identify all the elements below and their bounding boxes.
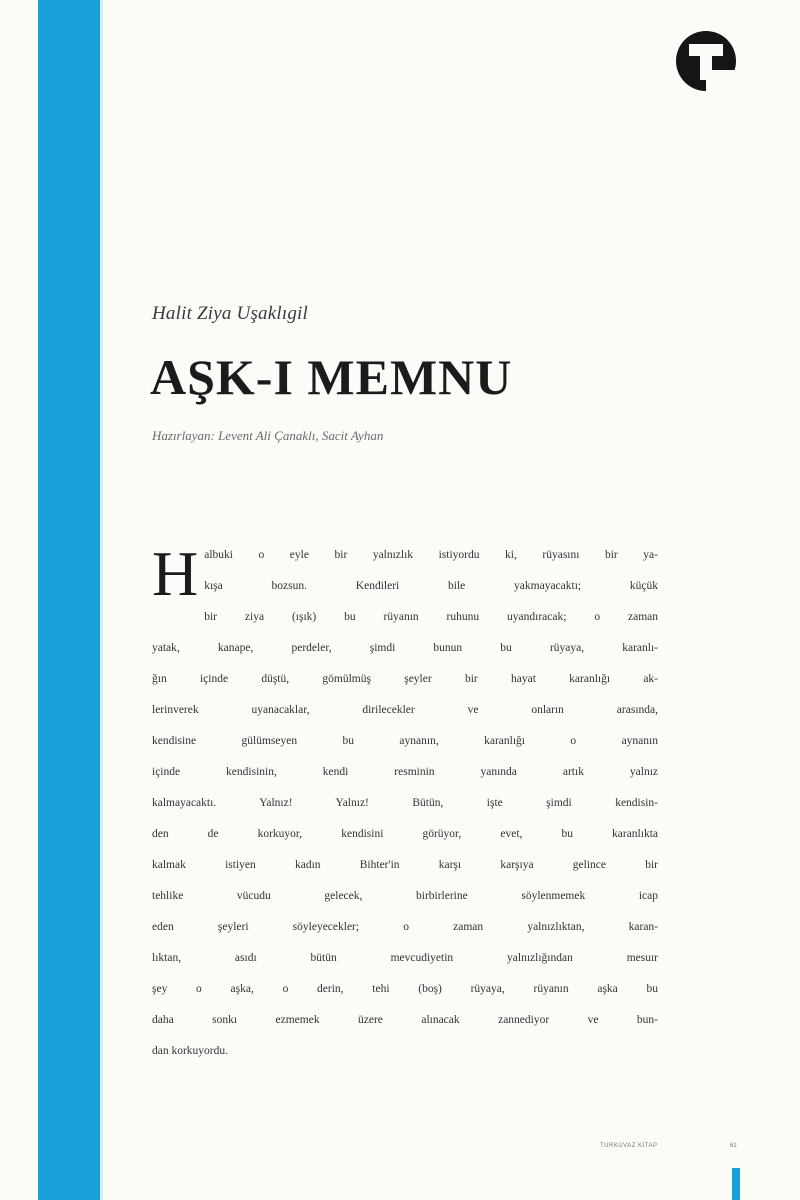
text-line: yatak, kanape, perdeler, şimdi bunun bu rüyaya, karanlı- [152, 642, 658, 654]
text-line: içinde kendisinin, kendi resminin yanında artık yalnız [152, 766, 658, 778]
text-line: den de korkuyor, kendisini görüyor, evet, bu karanlıkta [152, 828, 658, 840]
book-title: AŞK-I MEMNU [150, 349, 513, 405]
spine-edge [100, 0, 103, 1200]
text-line: daha sonkı ezmemek üzere alınacak zannediyor ve bun- [152, 1014, 658, 1026]
text-line: kalmak istiyen kadın Bihter'in karşı karşıya gelince bir [152, 859, 658, 871]
text-line: lerinverek uyanacaklar, dirilecekler ve onların arasında, [152, 704, 658, 716]
text-line: ğın içinde düştü, gömülmüş şeyler bir hayat karanlığı ak- [152, 673, 658, 685]
text-line: tehlike vücudu gelecek, birbirlerine söylenmemek icap [152, 890, 658, 902]
text-line: kendisine gülümseyen bu aynanın, karanlığı o aynanın [152, 735, 658, 747]
text-line: dan korkuyordu. [152, 1045, 229, 1057]
text-line: kışa bozsun. Kendileri bile yakmayacaktı; küçük [204, 580, 658, 592]
drop-cap: H [152, 538, 199, 609]
spine-bar [732, 1168, 740, 1200]
text-line: lıktan, asıdı bütün mevcudiyetin yalnızlığından mesuır [152, 952, 658, 964]
excerpt-text [152, 540, 658, 1067]
publisher-name: TURKUVAZ KİTAP [600, 1143, 658, 1149]
text-line: bir ziya (ışık) bu rüyanın ruhunu uyandıracak; o zaman [204, 611, 658, 623]
text-line: albuki o eyle bir yalnızlık istiyordu ki, rüyasını bir ya- [204, 549, 658, 561]
book-author: Halit Ziya Uşaklıgil [152, 303, 308, 324]
text-line: eden şeyleri söyleyecekler; o zaman yalnızlıktan, karan- [152, 921, 658, 933]
publisher-logo-icon [675, 30, 737, 92]
spine-stripe [38, 0, 100, 1200]
text-line: kalmayacaktı. Yalnız! Yalnız! Bütün, işte şimdi kendisin- [152, 797, 658, 809]
page-number: 61 [730, 1143, 737, 1149]
text-line: şey o aşka, o derin, tehi (boş) rüyaya, rüyanın aşka bu [152, 983, 658, 995]
book-editors: Hazırlayan: Levent Ali Çanaklı, Sacit Ayhan [152, 428, 384, 443]
